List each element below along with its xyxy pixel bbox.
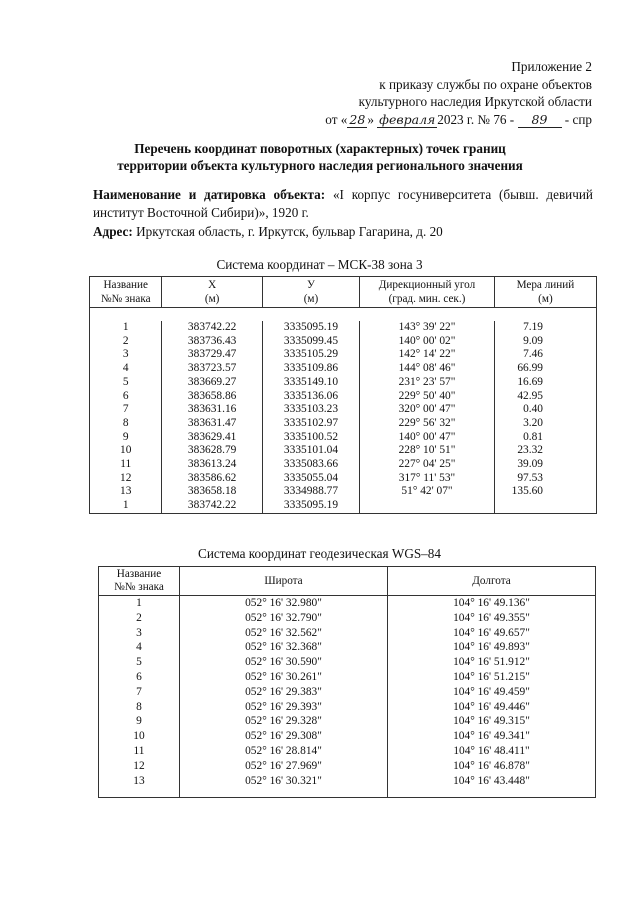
longitude: 104° 16' 46.878" [453, 759, 530, 772]
line-length: 135.60 [494, 485, 596, 499]
x-coordinate: 383723.57 [162, 362, 262, 376]
point-number: 9 [90, 431, 162, 445]
latitude: 052° 16' 30.321" [180, 774, 388, 798]
line-length: 7.19 [494, 321, 596, 335]
direction-angle: 143° 39' 22" [360, 321, 495, 335]
direction-angle [360, 499, 495, 513]
longitude: 104° 16' 49.315" [453, 715, 530, 728]
latitude: 052° 16' 32.980" [180, 596, 388, 611]
object-name-label: Наименование и датировка объекта: [93, 187, 326, 202]
x-coordinate: 383629.41 [162, 431, 262, 445]
table-row [99, 596, 596, 611]
x-coordinate: 383669.27 [162, 376, 262, 390]
line-length: 16.69 [494, 376, 596, 390]
point-number: 1 [99, 596, 180, 611]
header-point-name: Название №№ знака [90, 277, 162, 308]
longitude: 104° 16' 49.893" [453, 641, 530, 654]
latitude: 052° 16' 28.814" [180, 744, 388, 759]
date-year: 2023 г. № 76 - [437, 111, 515, 127]
line-length: 0.81 [494, 431, 596, 445]
x-coordinate: 383631.16 [162, 403, 262, 417]
point-number: 7 [90, 403, 162, 417]
longitude: 104° 16' 49.446" [453, 700, 530, 713]
longitude: 104° 16' 51.912" [453, 656, 530, 669]
table-row [99, 700, 596, 715]
line-length: 23.32 [494, 444, 596, 458]
point-number: 5 [99, 655, 180, 670]
y-coordinate: 3335103.23 [262, 403, 359, 417]
table-row [90, 321, 597, 335]
y-coordinate: 3335109.86 [262, 362, 359, 376]
table-row [90, 499, 597, 513]
table-row [90, 348, 597, 362]
longitude: 104° 16' 48.411" [453, 744, 530, 757]
point-number: 13 [99, 774, 180, 798]
point-number: 11 [99, 744, 180, 759]
y-coordinate: 3335095.19 [262, 321, 359, 335]
line-length: 0.40 [494, 403, 596, 417]
x-coordinate: 383628.79 [162, 444, 262, 458]
table-row [90, 403, 597, 417]
point-number: 1 [90, 499, 162, 513]
latitude: 052° 16' 30.590" [180, 655, 388, 670]
longitude: 104° 16' 49.657" [453, 626, 530, 639]
date-prefix: от « [325, 111, 348, 127]
line-length: 97.53 [494, 472, 596, 486]
point-number: 4 [90, 362, 162, 376]
table-row [90, 335, 597, 349]
point-number: 3 [90, 348, 162, 362]
y-coordinate: 3335099.45 [262, 335, 359, 349]
point-number: 2 [90, 335, 162, 349]
point-number: 12 [90, 472, 162, 486]
object-name [93, 186, 593, 221]
point-number: 10 [99, 729, 180, 744]
title-line-2: территории объекта культурного наследия регионального значения [117, 158, 523, 173]
object-address [93, 223, 443, 240]
y-coordinate: 3335149.10 [262, 376, 359, 390]
y-coordinate: 3335102.97 [262, 417, 359, 431]
point-number: 5 [90, 376, 162, 390]
direction-angle: 144° 08' 46" [360, 362, 495, 376]
header-x: X (м) [162, 277, 262, 308]
table-row [90, 376, 597, 390]
appendix-line-1: Приложение 2 [511, 59, 592, 74]
x-coordinate: 383729.47 [162, 348, 262, 362]
longitude: 104° 16' 49.459" [453, 685, 530, 698]
longitude: 104° 16' 49.136" [453, 597, 530, 609]
longitude: 104° 16' 49.341" [453, 730, 530, 743]
longitude: 104° 16' 49.355" [453, 611, 530, 624]
table1-caption: Система координат – МСК-38 зона 3 [216, 257, 423, 272]
point-number: 9 [99, 714, 180, 729]
date-day-handwritten: 28 [347, 113, 367, 128]
direction-angle: 229° 56' 32" [360, 417, 495, 431]
object-name-value: «I корпус госуниверситета (бывш. девичий институт Восточной Сибири)», 1920 г. [93, 187, 593, 220]
appendix-line-2: к приказу службы по охране объектов [379, 76, 592, 92]
header-line-length: Мера линий (м) [494, 277, 596, 308]
line-length: 42.95 [494, 390, 596, 404]
point-number: 2 [99, 611, 180, 626]
point-number: 3 [99, 626, 180, 641]
direction-angle: 140° 00' 47" [360, 431, 495, 445]
y-coordinate: 3335055.04 [262, 472, 359, 486]
table-row [99, 611, 596, 626]
table-row [90, 390, 597, 404]
date-mid: » [367, 111, 374, 127]
table-row [99, 744, 596, 759]
direction-angle: 227° 04' 25" [360, 458, 495, 472]
table1-header-row [90, 277, 597, 308]
table-row [99, 626, 596, 641]
line-length: 39.09 [494, 458, 596, 472]
latitude: 052° 16' 29.383" [180, 685, 388, 700]
msk38-coordinates-table [89, 276, 597, 514]
header-y: У (м) [262, 277, 359, 308]
table-row [90, 458, 597, 472]
direction-angle: 142° 14' 22" [360, 348, 495, 362]
line-length: 3.20 [494, 417, 596, 431]
point-number: 1 [90, 321, 162, 335]
direction-angle: 317° 11' 53" [360, 472, 495, 486]
latitude: 052° 16' 29.308" [180, 729, 388, 744]
direction-angle: 140° 00' 02" [360, 335, 495, 349]
point-number: 8 [90, 417, 162, 431]
table-row [90, 472, 597, 486]
y-coordinate: 3335105.29 [262, 348, 359, 362]
y-coordinate: 3334988.77 [262, 485, 359, 499]
x-coordinate: 383631.47 [162, 417, 262, 431]
x-coordinate: 383586.62 [162, 472, 262, 486]
header-direction-angle: Дирекционный угол (град. мин. сек.) [360, 277, 495, 308]
latitude: 052° 16' 29.328" [180, 714, 388, 729]
line-length [494, 499, 596, 513]
point-number: 10 [90, 444, 162, 458]
direction-angle: 231° 23' 57" [360, 376, 495, 390]
table-row [90, 431, 597, 445]
table-row [99, 774, 596, 798]
table-row [90, 485, 597, 499]
y-coordinate: 3335095.19 [262, 499, 359, 513]
title-line-1: Перечень координат поворотных (характерных) точек границ [134, 141, 506, 156]
longitude: 104° 16' 51.215" [453, 670, 530, 683]
y-coordinate: 3335100.52 [262, 431, 359, 445]
x-coordinate: 383736.43 [162, 335, 262, 349]
point-number: 8 [99, 700, 180, 715]
point-number: 7 [99, 685, 180, 700]
point-number: 4 [99, 640, 180, 655]
point-number: 6 [90, 390, 162, 404]
header-longitude: Долгота [388, 567, 596, 596]
wgs84-coordinates-table [98, 566, 596, 798]
latitude: 052° 16' 32.790" [180, 611, 388, 626]
point-number: 6 [99, 670, 180, 685]
table2-caption: Система координат геодезическая WGS–84 [198, 546, 441, 561]
document-title [60, 140, 580, 174]
x-coordinate: 383742.22 [162, 321, 262, 335]
table-row [99, 714, 596, 729]
direction-angle: 51° 42' 07" [360, 485, 495, 499]
y-coordinate: 3335101.04 [262, 444, 359, 458]
address-label: Адрес: [93, 224, 133, 239]
y-coordinate: 3335083.66 [262, 458, 359, 472]
header2-point-name: Название №№ знака [99, 567, 180, 596]
table-row [90, 417, 597, 431]
x-coordinate: 383613.24 [162, 458, 262, 472]
table-row [99, 670, 596, 685]
table-row [99, 655, 596, 670]
line-length: 66.99 [494, 362, 596, 376]
direction-angle: 229° 50' 40" [360, 390, 495, 404]
point-number: 12 [99, 759, 180, 774]
latitude: 052° 16' 32.368" [180, 640, 388, 655]
appendix-header [325, 58, 592, 128]
latitude: 052° 16' 27.969" [180, 759, 388, 774]
header-latitude: Широта [180, 567, 388, 596]
x-coordinate: 383742.22 [162, 499, 262, 513]
x-coordinate: 383658.86 [162, 390, 262, 404]
table-row [99, 729, 596, 744]
latitude: 052° 16' 32.562" [180, 626, 388, 641]
point-number: 11 [90, 458, 162, 472]
point-number: 13 [90, 485, 162, 499]
address-value: Иркутская область, г. Иркутск, бульвар Гагарина, д. 20 [136, 224, 443, 239]
table2-header-row [99, 567, 596, 596]
line-length: 7.46 [494, 348, 596, 362]
table-row [99, 759, 596, 774]
y-coordinate: 3335136.06 [262, 390, 359, 404]
longitude: 104° 16' 43.448" [453, 774, 530, 787]
direction-angle: 320° 00' 47" [360, 403, 495, 417]
order-number-handwritten: 89 [518, 113, 562, 128]
table-row [90, 362, 597, 376]
latitude: 052° 16' 29.393" [180, 700, 388, 715]
appendix-date-line [325, 111, 592, 129]
appendix-line-3: культурного наследия Иркутской области [358, 94, 592, 109]
direction-angle: 228° 10' 51" [360, 444, 495, 458]
order-suffix: - спр [564, 111, 592, 127]
x-coordinate: 383658.18 [162, 485, 262, 499]
table-row [99, 685, 596, 700]
latitude: 052° 16' 30.261" [180, 670, 388, 685]
table-row [99, 640, 596, 655]
table-row [90, 444, 597, 458]
line-length: 9.09 [494, 335, 596, 349]
date-month-handwritten: февраля [379, 111, 436, 127]
